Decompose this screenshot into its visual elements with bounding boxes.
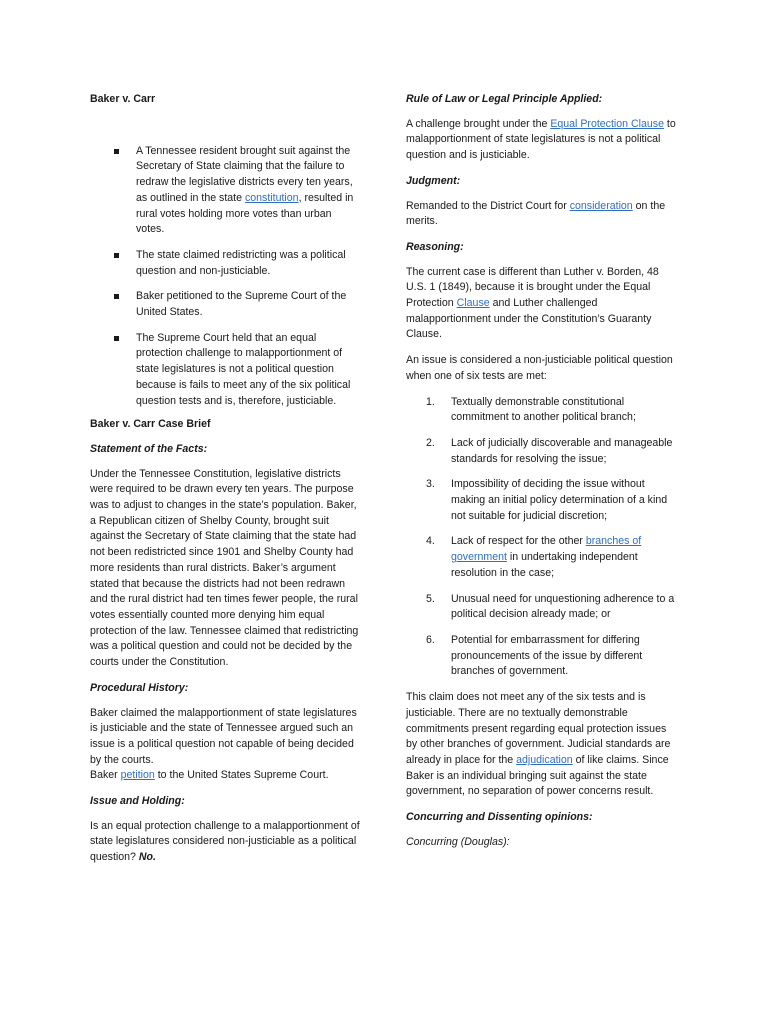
right-column xyxy=(406,92,676,860)
reasoning-heading: Reasoning: xyxy=(406,240,464,253)
opinions-heading: Concurring and Dissenting opinions: xyxy=(406,811,593,824)
tests-intro-paragraph: An issue is considered a non-justiciable political question when one of six tests are met: xyxy=(406,354,673,382)
reasoning-paragraph: The current case is different than Luther v. Borden, 48 U.S. 1 (1849), because it is brought under the Equal Protection Clause and Luther challenged malapportionment under the Constitution’s Guaranty Clause. xyxy=(406,265,659,341)
summary-bullet-1: A Tennessee resident brought suit against the Secretary of State claiming that the failure to redraw the legislative districts every ten years, as outlined in the state constitution, resulted in rural votes holding more votes than urban votes. xyxy=(114,144,362,238)
left-column xyxy=(90,92,362,876)
claim-analysis-paragraph: This claim does not meet any of the six tests and is justiciable. There are no textually demonstrable commitments present regarding equal protection issues by other branches of government. Judicial standards are already in place for the adjudication of like claims. Since Baker is an individual bringing suit against the state government, no separation of power concerns result. xyxy=(406,691,671,798)
summary-bullet-2: The state claimed redistricting was a political question and non-justiciable. xyxy=(114,248,362,279)
issue-holding-heading: Issue and Holding: xyxy=(90,795,185,808)
political-question-tests-list xyxy=(406,395,676,681)
test-item-3: 3. Impossibility of deciding the issue without making an initial policy determination of a kind not suitable for judicial discretion; xyxy=(426,478,668,522)
procedural-history-heading: Procedural History: xyxy=(90,681,189,694)
consideration-link[interactable]: consideration xyxy=(569,199,633,212)
test-item-5: 5. Unusual need for unquestioning adherence to a political decision already made; or xyxy=(426,592,675,621)
test-item-6: 6. Potential for embarrassment for differing pronouncements of the issue by different branches of government. xyxy=(426,633,643,678)
concurring-opinion-label: Concurring (Douglas): xyxy=(406,835,510,848)
facts-heading: Statement of the Facts: xyxy=(90,442,208,455)
summary-bullet-3: Baker petitioned to the Supreme Court of the United States. xyxy=(114,289,362,320)
facts-paragraph: Under the Tennessee Constitution, legislative districts were required to be drawn every ten years. The purpose was to adjust to changes in the state’s population. Baker, a Republican citizen of Shelby County, brought suit against the Secretary of State claiming that the state had not been redistricted since 1901 and Shelby County had more residents than rural districts. Baker’s argument stated that because the districts had not been redrawn and the rural district had ten times fewer people, the rural votes essentially counted more denying him equal protection of the law. Tennessee claimed that redistricting was a political question and could not be decided by the courts under the Constitution. xyxy=(90,467,359,669)
adjudication-link[interactable]: adjudication xyxy=(516,753,573,766)
rule-of-law-paragraph: A challenge brought under the Equal Protection Clause to malapportionment of state legislatures is not a political question and is justiciable. xyxy=(406,117,676,162)
petition-link[interactable]: petition xyxy=(120,769,155,782)
issue-holding-paragraph: Is an equal protection challenge to a malapportionment of state legislatures considered non-justiciable as a political question? No. xyxy=(90,819,360,864)
case-brief-heading: Baker v. Carr Case Brief xyxy=(90,418,211,431)
judgment-heading: Judgment: xyxy=(406,174,461,187)
holding-answer: No. xyxy=(138,851,156,864)
judgment-paragraph: Remanded to the District Court for consideration on the merits. xyxy=(406,199,666,228)
summary-bullet-list xyxy=(90,144,362,410)
constitution-link[interactable]: constitution xyxy=(244,191,299,204)
test-item-4: 4. Lack of respect for the other branches of government in undertaking independent resolution in the case; xyxy=(426,535,642,579)
document-title: Baker v. Carr xyxy=(90,93,156,105)
test-item-1: 1. Textually demonstrable constitutional commitment to another political branch; xyxy=(426,395,636,424)
summary-bullet-4: The Supreme Court held that an equal protection challenge to malapportionment of state legislatures is not a political question because is fails to meet any of the six political question tests and is, therefore, justiciable. xyxy=(114,331,362,410)
procedural-history-paragraph: Baker claimed the malapportionment of state legislatures is justiciable and the state of Tennessee argued such an issue is a political question not capable of being decided by the courts. Baker petition to the United States Supreme Court. xyxy=(90,706,357,782)
equal-protection-clause-link[interactable]: Equal Protection Clause xyxy=(550,117,664,130)
clause-link[interactable]: Clause xyxy=(456,297,490,310)
test-item-2: 2. Lack of judicially discoverable and manageable standards for resolving the issue; xyxy=(426,436,673,465)
rule-of-law-heading: Rule of Law or Legal Principle Applied: xyxy=(406,93,603,105)
branches-of-government-link[interactable]: branches of government xyxy=(451,535,642,564)
